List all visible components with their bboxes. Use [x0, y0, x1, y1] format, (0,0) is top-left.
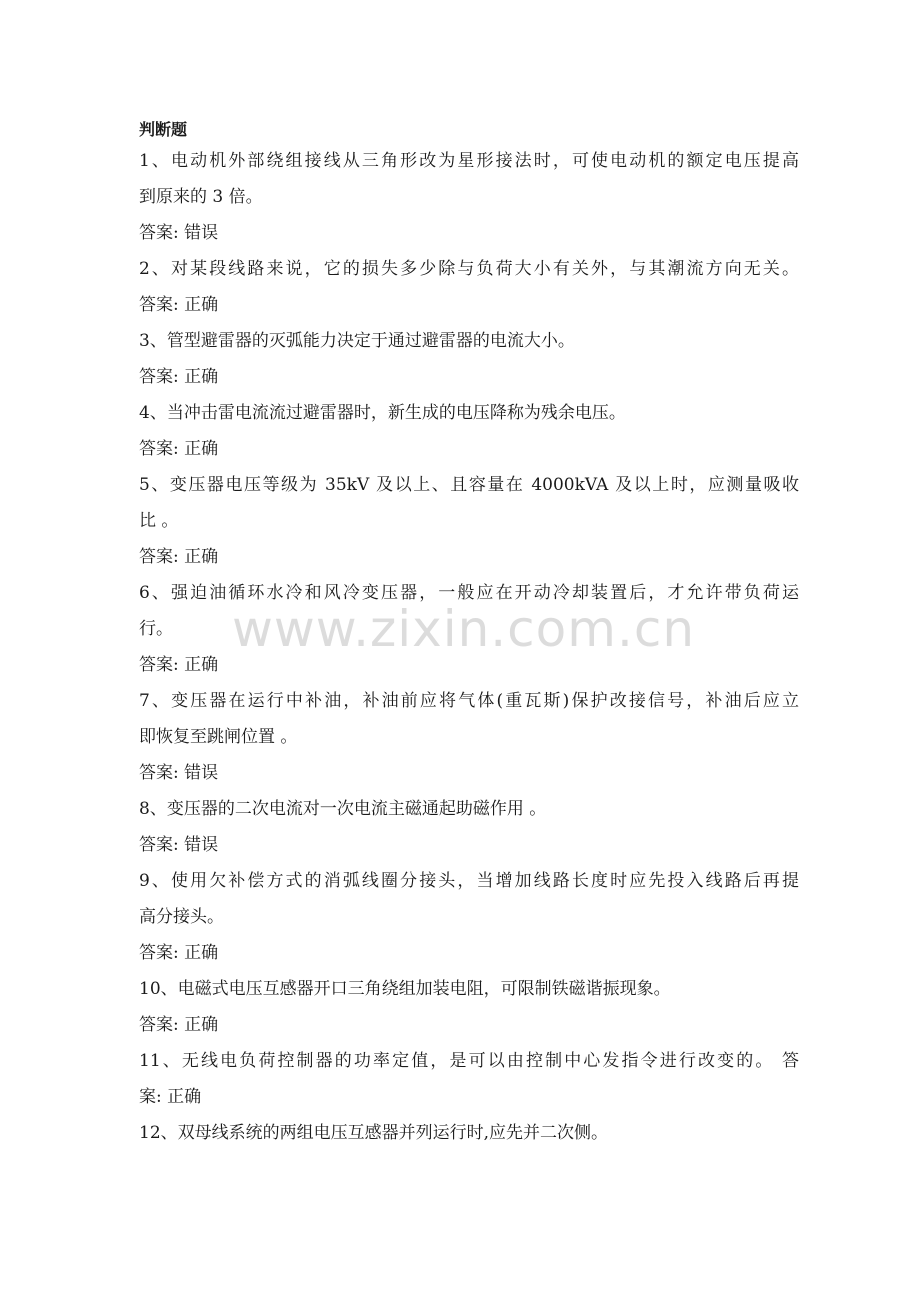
text-line: 答案: 正确: [139, 943, 219, 963]
watermark: www.zixin.com.cn: [232, 600, 696, 658]
document-body: [139, 116, 799, 1151]
text-line: 案: 正确: [139, 1087, 202, 1107]
text-line: 答案: 错误: [139, 835, 219, 855]
text-line: 3、管型避雷器的灭弧能力决定于通过避雷器的电流大小。: [139, 331, 575, 351]
text-line: 答案: 正确: [139, 547, 219, 567]
text-line: 7、变压器在运行中补油，补油前应将气体(重瓦斯)保护改接信号，补油后应立: [139, 691, 799, 711]
text-line: 答案: 正确: [139, 1015, 219, 1035]
text-line: 到原来的 3 倍。: [139, 187, 263, 207]
text-line: 答案: 正确: [139, 367, 219, 387]
text-line: 答案: 正确: [139, 655, 219, 675]
text-line: 1、电动机外部绕组接线从三角形改为星形接法时，可使电动机的额定电压提高: [139, 151, 799, 171]
text-line: 8、变压器的二次电流对一次电流主磁通起助磁作用 。: [139, 799, 547, 819]
text-line: 高分接头。: [139, 907, 224, 927]
text-line: 6、强迫油循环水冷和风冷变压器，一般应在开动冷却装置后，才允许带负荷运: [139, 583, 799, 603]
text-line: 10、电磁式电压互感器开口三角绕组加装电阻，可限制铁磁谐振现象。: [139, 979, 671, 999]
text-line: 4、当冲击雷电流流过避雷器时，新生成的电压降称为残余电压。: [139, 403, 626, 423]
text-line: 答案: 错误: [139, 763, 219, 783]
text-line: 5、变压器电压等级为 35kV 及以上、且容量在 4000kVA 及以上时，应测量吸收: [139, 475, 799, 495]
text-line: 即恢复至跳闸位置 。: [139, 727, 298, 747]
section-title: 判断题: [139, 120, 188, 139]
text-line: 答案: 错误: [139, 223, 219, 243]
text-line: 答案: 正确: [139, 295, 219, 315]
text-line: 12、双母线系统的两组电压互感器并列运行时,应先并二次侧。: [139, 1123, 609, 1143]
question-list: [139, 143, 799, 1151]
text-line: 11、无线电负荷控制器的功率定值，是可以由控制中心发指令进行改变的。 答: [139, 1051, 799, 1071]
text-line: 行。: [139, 619, 173, 639]
text-line: 9、使用欠补偿方式的消弧线圈分接头，当增加线路长度时应先投入线路后再提: [139, 871, 799, 891]
text-line: 2、对某段线路来说，它的损失多少除与负荷大小有关外，与其潮流方向无关。: [139, 259, 799, 279]
text-line: 答案: 正确: [139, 439, 219, 459]
text-line: 比 。: [139, 511, 179, 531]
